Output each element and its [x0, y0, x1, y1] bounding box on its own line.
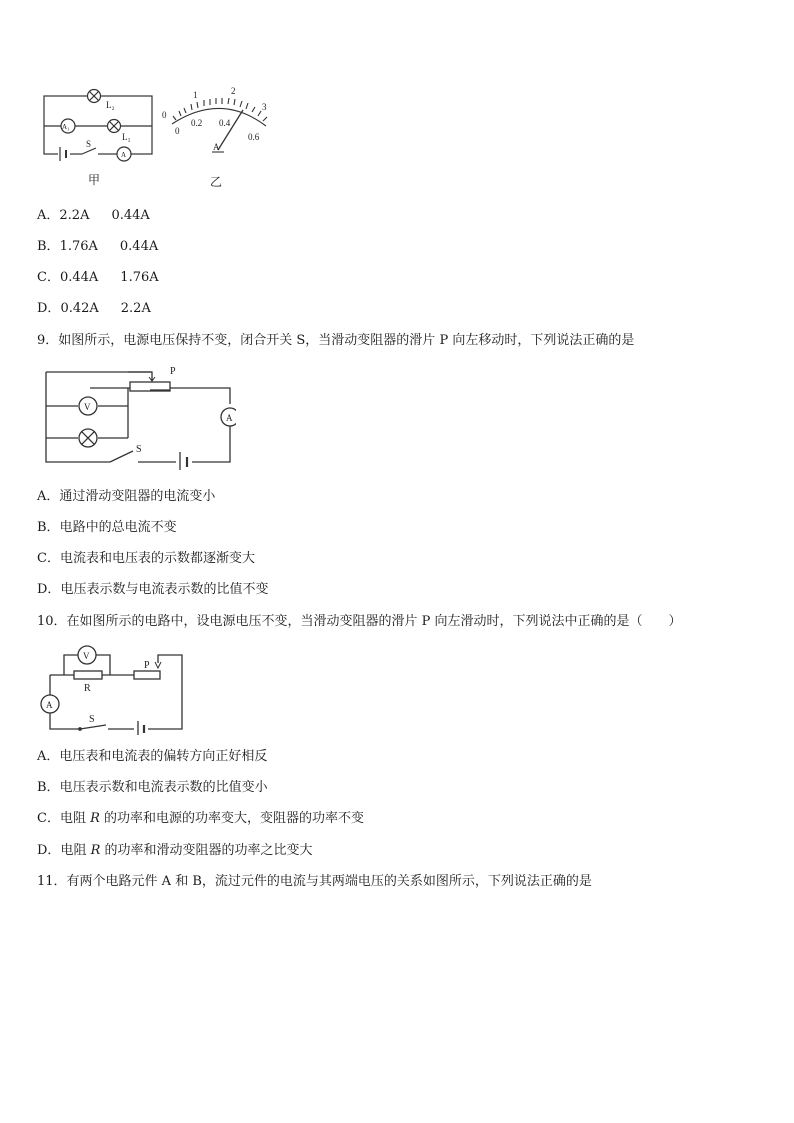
option-text: 电流表和电压表的示数都逐渐变大 [59, 551, 255, 566]
option-label: C． [37, 551, 60, 566]
q10-option-c [37, 810, 364, 828]
scale-bottom-0.4: 0.4 [219, 118, 231, 128]
option-text-pre: 电阻 [60, 843, 91, 858]
rheostat-icon [134, 671, 160, 679]
option-text: 电压表示数和电流表示数的比值变小 [59, 780, 268, 795]
q10-option-a [37, 748, 267, 766]
caption-yi: 乙 [210, 175, 223, 189]
q10-option-d [37, 842, 313, 860]
q10-option-b [37, 779, 268, 797]
label-l1: L₁ [122, 132, 131, 142]
option-label: D． [37, 843, 61, 858]
q9-option-a [37, 488, 215, 506]
caption-jia: 甲 [88, 173, 101, 187]
label-p: P [170, 366, 176, 377]
q9-figure [40, 362, 236, 470]
option-label: D． [37, 582, 61, 597]
label-v: V [84, 402, 91, 412]
option-text: 电压表示数与电流表示数的比值不变 [60, 582, 269, 597]
scale-top-3: 3 [262, 102, 267, 112]
option-text-pre: 电阻 [59, 811, 91, 826]
label-a: A [226, 413, 233, 423]
scale-top-2: 2 [231, 86, 236, 96]
scale-bottom-0: 0 [175, 126, 180, 136]
label-s: S [136, 444, 142, 455]
q9-option-b [37, 519, 177, 537]
label-r: R [84, 683, 91, 694]
scale-bottom-0.2: 0.2 [191, 118, 203, 128]
q10-figure [36, 643, 188, 735]
label-l2: L₂ [106, 100, 115, 110]
option-text: 电压表和电流表的偏转方向正好相反 [59, 749, 268, 764]
q8-figure [36, 80, 286, 192]
label-a: A [46, 700, 53, 710]
option-label: A． [37, 208, 60, 223]
option-text-post: 的功率和电源的功率变大，变阻器的功率不变 [99, 811, 365, 826]
q9-option-c [37, 550, 255, 568]
option-value-2: 1.76A [120, 270, 159, 285]
circuit-jia-frame [44, 96, 152, 154]
scale-top-0: 0 [162, 110, 167, 120]
resistor-r-icon [74, 671, 102, 679]
q8-option-c [37, 269, 159, 287]
label-a: A [121, 151, 127, 159]
ammeter-unit: A [213, 142, 220, 152]
option-value-2: 2.2A [120, 301, 151, 316]
option-text-post: 的功率和滑动变阻器的功率之比变大 [100, 843, 313, 858]
label-s: S [89, 714, 95, 725]
ammeter-needle [218, 110, 243, 150]
q9-stem: 9．如图所示，电源电压保持不变，闭合开关 S，当滑动变阻器的滑片 P 向左移动时，下列说法正确的是 [37, 333, 635, 348]
q8-option-b [37, 238, 158, 256]
option-value-1: 0.44A [59, 270, 99, 285]
label-v: V [83, 651, 90, 661]
option-value-1: 2.2A [59, 208, 90, 223]
option-label: B． [37, 780, 60, 795]
option-value-1: 1.76A [59, 239, 98, 254]
scale-bottom-0.6: 0.6 [248, 132, 260, 142]
q11-stem: 11．有两个电路元件 A 和 B，流过元件的电流与其两端电压的关系如图所示，下列说法正确的是 [37, 874, 592, 889]
label-s: S [86, 139, 92, 149]
option-label: B． [37, 239, 60, 254]
option-label: D． [37, 301, 61, 316]
label-p: P [144, 660, 150, 671]
symbol-r: R [90, 843, 101, 858]
scale-top-1: 1 [193, 90, 198, 100]
option-text: 通过滑动变阻器的电流变小 [59, 489, 216, 504]
option-label: C． [37, 811, 60, 826]
option-value-1: 0.42A [60, 301, 99, 316]
q9-option-d [37, 581, 268, 599]
q10-stem: 10．在如图所示的电路中，设电源电压不变，当滑动变阻器的滑片 P 向左滑动时，下列说法中正确的是（ ） [37, 614, 682, 629]
option-value-2: 0.44A [119, 239, 159, 254]
symbol-r: R [90, 811, 100, 826]
option-label: B． [37, 520, 60, 535]
option-value-2: 0.44A [111, 208, 150, 223]
option-label: C． [37, 270, 60, 285]
option-label: A． [37, 489, 60, 504]
option-text: 电路中的总电流不变 [59, 520, 177, 535]
option-label: A． [37, 749, 60, 764]
label-a1: A₁ [62, 123, 70, 131]
q8-option-a [37, 207, 150, 225]
q8-option-d [37, 300, 151, 318]
